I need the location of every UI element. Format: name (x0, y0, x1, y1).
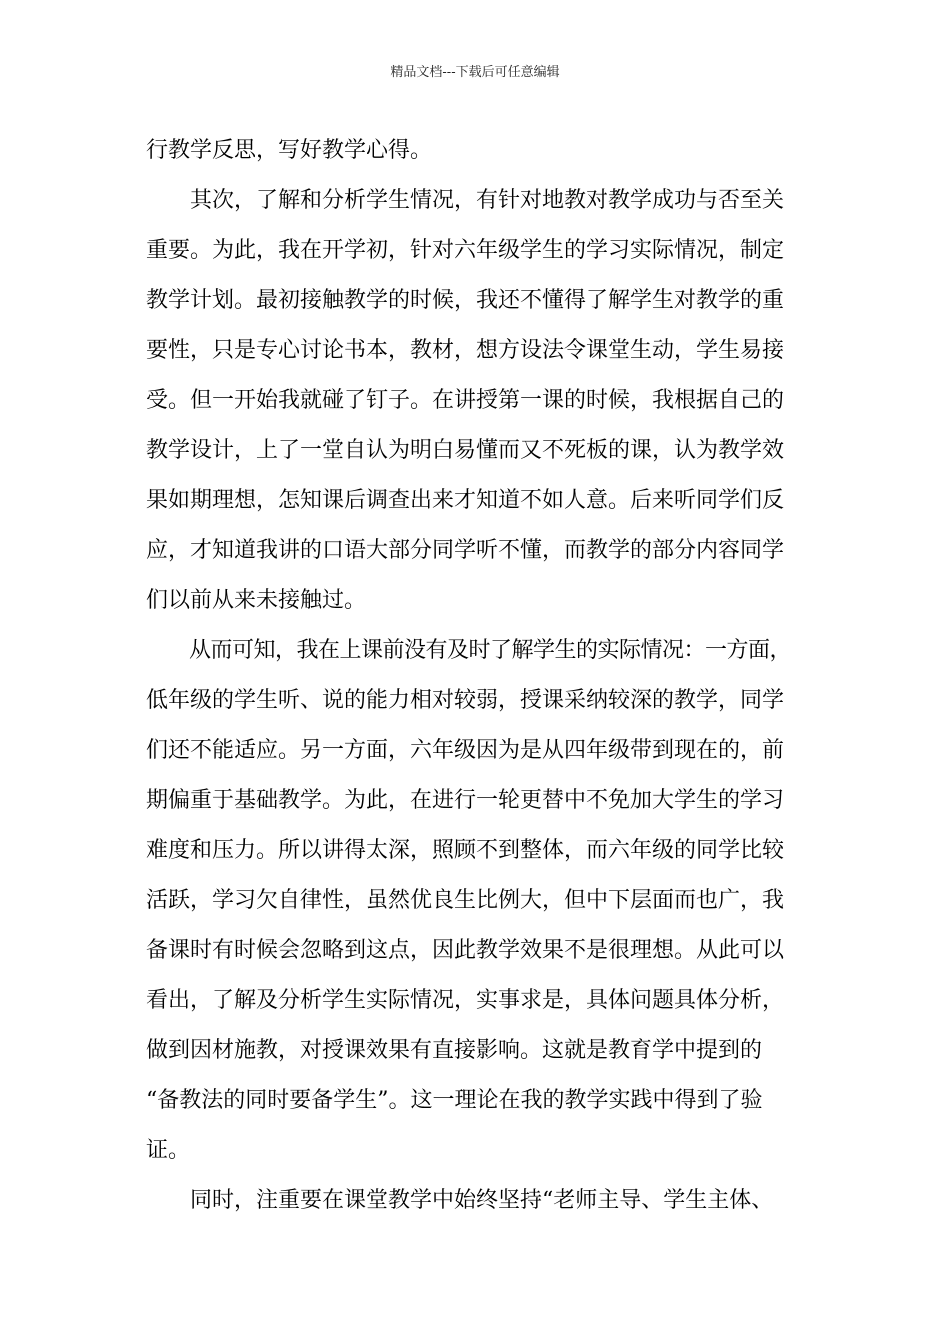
text-line: 受。但一开始我就碰了钉子。在讲授第一课的时候，我根据自己的 (146, 388, 785, 413)
text-line: 们还不能适应。另一方面，六年级因为是从四年级带到现在的，前 (146, 738, 785, 763)
text-line: 其次，了解和分析学生情况，有针对地教对教学成功与否至关 (146, 188, 785, 213)
text-line: 教学设计，上了一堂自认为明白易懂而又不死板的课，认为教学效 (146, 438, 785, 463)
text-line: 们以前从来未接触过。 (146, 588, 367, 613)
text-line: 要性，只是专心讨论书本，教材，想方设法令课堂生动，学生易接 (146, 338, 785, 363)
text-line: 期偏重于基础教学。为此，在进行一轮更替中不免加大学生的学习 (146, 788, 785, 813)
text-line: 行教学反思，写好教学心得。 (146, 138, 433, 163)
text-line: 看出，了解及分析学生实际情况，实事求是，具体问题具体分析， (146, 988, 785, 1013)
text-line: 教学计划。最初接触教学的时候，我还不懂得了解学生对教学的重 (146, 288, 785, 313)
page-header: 精品文档---下载后可任意编辑 (390, 65, 560, 80)
text-line: 活跃，学习欠自律性，虽然优良生比例大，但中下层面而也广，我 (146, 888, 785, 913)
text-line: 备课时有时候会忽略到这点，因此教学效果不是很理想。从此可以 (146, 938, 785, 963)
text-line: 难度和压力。所以讲得太深，照顾不到整体，而六年级的同学比较 (146, 838, 785, 863)
text-line: 做到因材施教，对授课效果有直接影响。这就是教育学中提到的 (146, 1038, 763, 1063)
text-line: 果如期理想，怎知课后调查出来才知道不如人意。后来听同学们反 (146, 488, 785, 513)
text-line: 从而可知，我在上课前没有及时了解学生的实际情况：一方面， (146, 638, 792, 663)
text-line: 证。 (146, 1138, 191, 1163)
text-line: 应，才知道我讲的口语大部分同学听不懂，而教学的部分内容同学 (146, 538, 785, 563)
text-line: “备教法的同时要备学生”。这一理论在我的教学实践中得到了验 (146, 1088, 763, 1113)
text-line: 低年级的学生听、说的能力相对较弱，授课采纳较深的教学，同学 (146, 688, 785, 713)
text-line: 同时，注重要在课堂教学中始终坚持“老师主导、学生主体、 (146, 1188, 774, 1213)
text-line: 重要。为此，我在开学初，针对六年级学生的学习实际情况，制定 (146, 238, 785, 263)
